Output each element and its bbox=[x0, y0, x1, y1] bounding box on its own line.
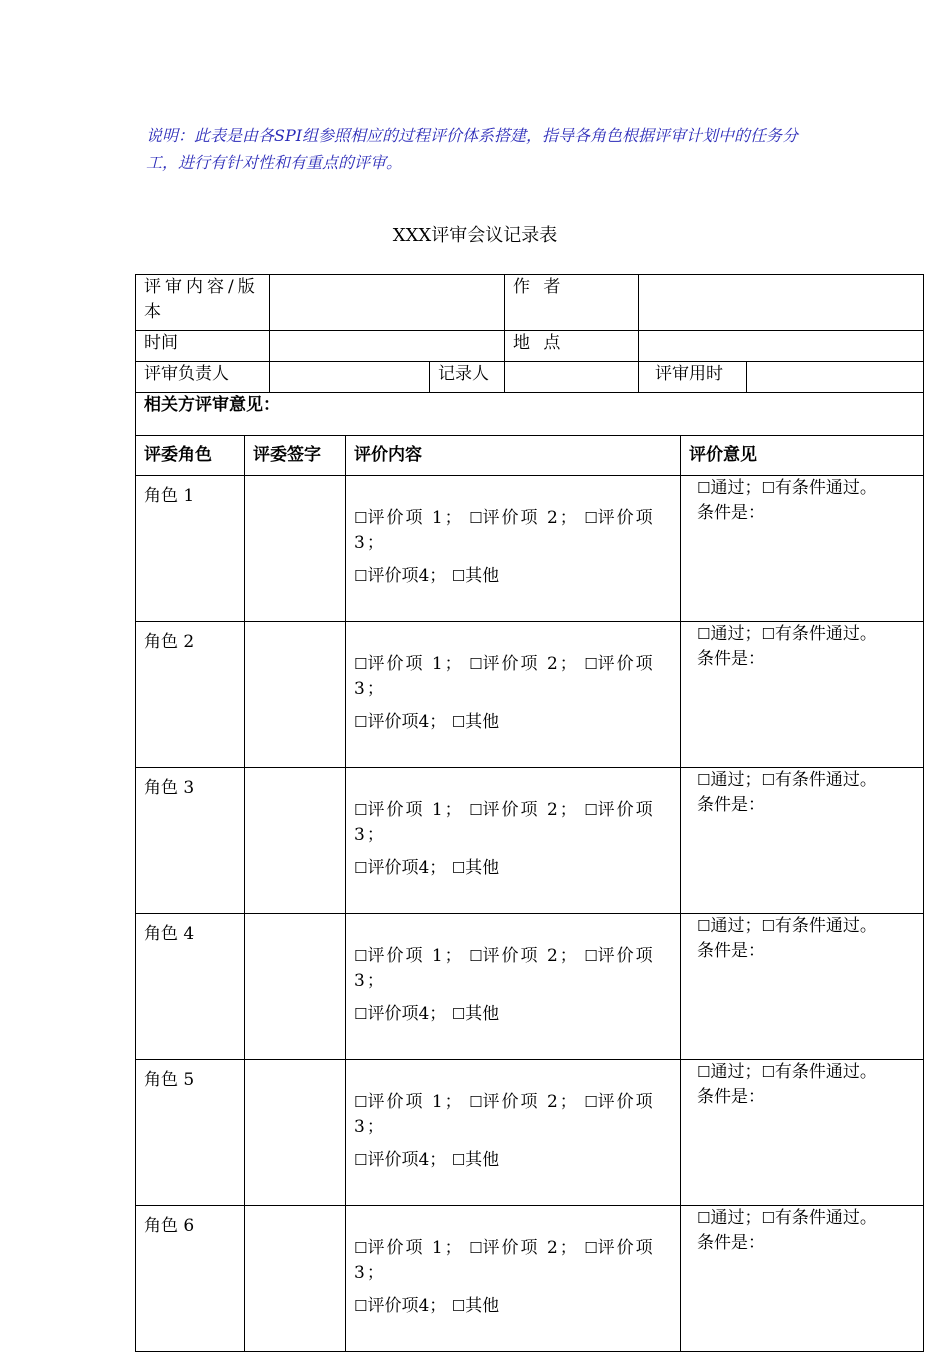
checkbox-item-4[interactable]: ☐ bbox=[354, 567, 368, 585]
location-field[interactable] bbox=[639, 331, 924, 362]
col-role: 评委角色 bbox=[136, 436, 245, 476]
table-row bbox=[136, 1060, 924, 1206]
opinion-cell: ☐通过；☐有条件通过。 条件是： bbox=[681, 768, 924, 914]
location-label: 地 点 bbox=[505, 331, 639, 362]
time-label: 时间 bbox=[136, 331, 270, 362]
checkbox-pass[interactable]: ☐ bbox=[697, 479, 711, 497]
checkbox-item-4[interactable]: ☐ bbox=[354, 713, 368, 731]
checkbox-other[interactable]: ☐ bbox=[451, 859, 466, 877]
content-cell: ☐评价项 1； ☐评价项 2； ☐评价项 3； ☐评价项4； ☐其他 bbox=[346, 914, 681, 1060]
content-cell: ☐评价项 1； ☐评价项 2； ☐评价项 3； ☐评价项4； ☐其他 bbox=[346, 768, 681, 914]
role-cell: 角色 2 bbox=[136, 622, 245, 768]
checkbox-item-3[interactable]: ☐ bbox=[584, 509, 598, 527]
checkbox-other[interactable]: ☐ bbox=[451, 567, 466, 585]
role-cell: 角色 6 bbox=[136, 1206, 245, 1352]
checkbox-other[interactable]: ☐ bbox=[451, 713, 466, 731]
checkbox-conditional[interactable]: ☐ bbox=[761, 1063, 775, 1081]
checkbox-conditional[interactable]: ☐ bbox=[761, 917, 775, 935]
checkbox-item-3[interactable]: ☐ bbox=[584, 655, 598, 673]
role-cell: 角色 5 bbox=[136, 1060, 245, 1206]
content-cell: ☐评价项 1； ☐评价项 2； ☐评价项 3； ☐评价项4； ☐其他 bbox=[346, 1060, 681, 1206]
col-opinion: 评价意见 bbox=[681, 436, 924, 476]
checkbox-pass[interactable]: ☐ bbox=[697, 625, 711, 643]
signature-cell[interactable] bbox=[245, 914, 346, 1060]
signature-cell[interactable] bbox=[245, 768, 346, 914]
recorder-label: 记录人 bbox=[430, 362, 505, 393]
role-cell: 角色 4 bbox=[136, 914, 245, 1060]
signature-cell[interactable] bbox=[245, 1206, 346, 1352]
checkbox-conditional[interactable]: ☐ bbox=[761, 771, 775, 789]
stakeholder-opinion-label: 相关方评审意见： bbox=[136, 393, 924, 436]
meeting-info-table bbox=[135, 274, 924, 436]
checkbox-item-4[interactable]: ☐ bbox=[354, 1005, 368, 1023]
col-signature: 评委签字 bbox=[245, 436, 346, 476]
checkbox-item-3[interactable]: ☐ bbox=[584, 1093, 598, 1111]
checkbox-pass[interactable]: ☐ bbox=[697, 771, 711, 789]
role-cell: 角色 1 bbox=[136, 476, 245, 622]
checkbox-item-4[interactable]: ☐ bbox=[354, 1297, 368, 1315]
owner-field[interactable] bbox=[270, 362, 430, 393]
content-cell: ☐评价项 1； ☐评价项 2； ☐评价项 3； ☐评价项4； ☐其他 bbox=[346, 476, 681, 622]
signature-cell[interactable] bbox=[245, 1060, 346, 1206]
checkbox-other[interactable]: ☐ bbox=[451, 1151, 466, 1169]
signature-cell[interactable] bbox=[245, 622, 346, 768]
content-version-label: 评审内容/版本 bbox=[136, 275, 270, 331]
recorder-field[interactable] bbox=[505, 362, 639, 393]
checkbox-item-2[interactable]: ☐ bbox=[469, 655, 483, 673]
checkbox-item-2[interactable]: ☐ bbox=[469, 947, 483, 965]
col-content: 评价内容 bbox=[346, 436, 681, 476]
opinion-cell: ☐通过；☐有条件通过。 条件是： bbox=[681, 476, 924, 622]
content-cell: ☐评价项 1； ☐评价项 2； ☐评价项 3； ☐评价项4； ☐其他 bbox=[346, 1206, 681, 1352]
checkbox-other[interactable]: ☐ bbox=[451, 1005, 466, 1023]
opinion-cell: ☐通过；☐有条件通过。 条件是： bbox=[681, 1060, 924, 1206]
instruction-note: 说明：此表是由各SPI组参照相应的过程评价体系搭建，指导各角色根据评审计划中的任务分工，进行有针对性和有重点的评审。 bbox=[146, 126, 799, 172]
checkbox-item-2[interactable]: ☐ bbox=[469, 1239, 483, 1257]
table-row bbox=[136, 768, 924, 914]
duration-field[interactable] bbox=[747, 362, 924, 393]
table-row bbox=[136, 476, 924, 622]
checkbox-item-2[interactable]: ☐ bbox=[469, 509, 483, 527]
author-label: 作 者 bbox=[505, 275, 639, 331]
review-table bbox=[135, 435, 924, 1352]
checkbox-item-3[interactable]: ☐ bbox=[584, 947, 598, 965]
checkbox-conditional[interactable]: ☐ bbox=[761, 625, 775, 643]
role-cell: 角色 3 bbox=[136, 768, 245, 914]
duration-label: 评审用时 bbox=[639, 362, 747, 393]
table-row bbox=[136, 622, 924, 768]
table-row bbox=[136, 1206, 924, 1352]
checkbox-item-1[interactable]: ☐ bbox=[354, 509, 368, 527]
opinion-cell: ☐通过；☐有条件通过。 条件是： bbox=[681, 1206, 924, 1352]
checkbox-pass[interactable]: ☐ bbox=[697, 917, 711, 935]
table-row bbox=[136, 914, 924, 1060]
checkbox-item-1[interactable]: ☐ bbox=[354, 801, 368, 819]
opinion-cell: ☐通过；☐有条件通过。 条件是： bbox=[681, 914, 924, 1060]
checkbox-conditional[interactable]: ☐ bbox=[761, 479, 775, 497]
review-table-header bbox=[136, 436, 924, 476]
checkbox-item-1[interactable]: ☐ bbox=[354, 1239, 368, 1257]
checkbox-item-1[interactable]: ☐ bbox=[354, 1093, 368, 1111]
checkbox-item-3[interactable]: ☐ bbox=[584, 1239, 598, 1257]
checkbox-item-2[interactable]: ☐ bbox=[469, 1093, 483, 1111]
checkbox-pass[interactable]: ☐ bbox=[697, 1063, 711, 1081]
author-field[interactable] bbox=[639, 275, 924, 331]
opinion-cell: ☐通过；☐有条件通过。 条件是： bbox=[681, 622, 924, 768]
signature-cell[interactable] bbox=[245, 476, 346, 622]
content-cell: ☐评价项 1； ☐评价项 2； ☐评价项 3； ☐评价项4； ☐其他 bbox=[346, 622, 681, 768]
checkbox-other[interactable]: ☐ bbox=[451, 1297, 466, 1315]
content-version-field[interactable] bbox=[270, 275, 505, 331]
checkbox-pass[interactable]: ☐ bbox=[697, 1209, 711, 1227]
owner-label: 评审负责人 bbox=[136, 362, 270, 393]
checkbox-item-1[interactable]: ☐ bbox=[354, 947, 368, 965]
checkbox-item-4[interactable]: ☐ bbox=[354, 859, 368, 877]
checkbox-item-1[interactable]: ☐ bbox=[354, 655, 368, 673]
checkbox-item-3[interactable]: ☐ bbox=[584, 801, 598, 819]
page-title: XXX评审会议记录表 bbox=[392, 225, 558, 246]
checkbox-item-4[interactable]: ☐ bbox=[354, 1151, 368, 1169]
checkbox-item-2[interactable]: ☐ bbox=[469, 801, 483, 819]
time-field[interactable] bbox=[270, 331, 505, 362]
checkbox-conditional[interactable]: ☐ bbox=[761, 1209, 775, 1227]
